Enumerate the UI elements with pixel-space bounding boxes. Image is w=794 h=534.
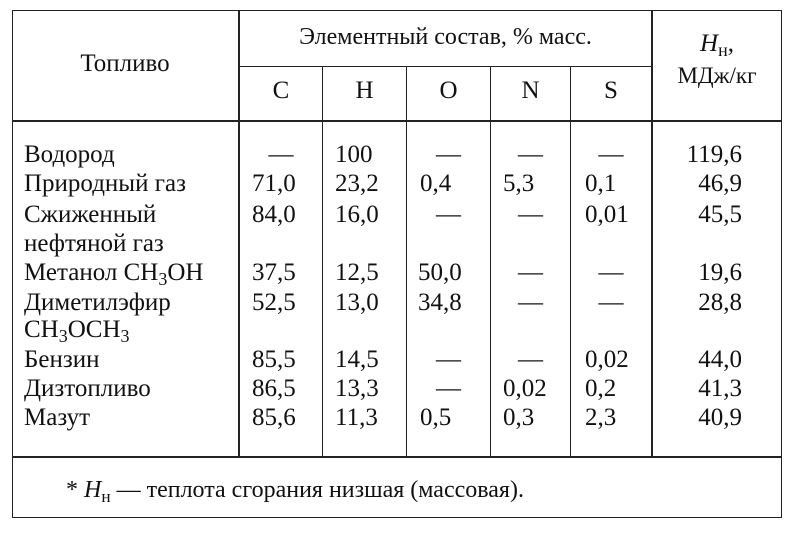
- footnote-symbol: H: [84, 477, 102, 503]
- cell-n: 0,02: [503, 375, 547, 402]
- cell-hn: 119,6: [686, 141, 742, 168]
- cell-hn: 41,3: [698, 375, 742, 402]
- methanol-formula-end: OH: [167, 259, 204, 286]
- cell-c: 85,5: [252, 346, 296, 373]
- cell-c: —: [268, 141, 294, 168]
- cell-hn: 19,6: [698, 259, 742, 286]
- cell-o: 50,0: [418, 259, 462, 286]
- cell-s: 0,2: [585, 375, 617, 402]
- fuel-name-dme-line1: Диметилэфир: [24, 289, 171, 316]
- cell-n: —: [518, 201, 543, 228]
- fuel-name-fuel-oil: Мазут: [24, 404, 91, 431]
- column-divider-c-h: [322, 66, 323, 456]
- dme-formula-subscript2: 3: [120, 326, 130, 347]
- footnote-subscript: н: [101, 486, 111, 506]
- header-bottom-line: [12, 120, 782, 122]
- cell-o: 0,5: [420, 404, 452, 431]
- cell-hn: 46,9: [698, 170, 742, 197]
- hn-comma: ,: [727, 30, 734, 57]
- cell-c: 85,6: [252, 404, 296, 431]
- cell-s: —: [598, 289, 624, 316]
- cell-c: 52,5: [252, 289, 296, 316]
- cell-c: 37,5: [252, 259, 296, 286]
- cell-h: 16,0: [335, 201, 379, 228]
- cell-n: —: [518, 141, 543, 168]
- fuel-name-diesel: Дизтопливо: [24, 375, 151, 402]
- dme-formula-subscript1: 3: [58, 326, 68, 347]
- cell-hn: 28,8: [698, 289, 742, 316]
- hn-subscript: н: [718, 40, 728, 61]
- column-header-h: H: [355, 77, 374, 104]
- header-hn-symbol-line: [652, 30, 782, 61]
- dme-formula-part1: CH: [24, 316, 59, 343]
- column-header-s: S: [604, 77, 618, 104]
- footnote-asterisk: *: [66, 477, 78, 503]
- footnote-divider-line: [12, 456, 782, 458]
- cell-hn: 40,9: [698, 404, 742, 431]
- cell-o: —: [436, 346, 461, 373]
- cell-h: 13,0: [335, 289, 379, 316]
- cell-hn: 44,0: [698, 346, 742, 373]
- footnote-text: — теплота сгорания низшая (массовая).: [116, 477, 524, 503]
- cell-s: 0,02: [585, 346, 629, 373]
- fuel-name-hydrogen: Водород: [24, 141, 115, 168]
- fuel-name-dme-line2: [24, 316, 130, 347]
- cell-n: 5,3: [503, 170, 535, 197]
- fuel-name-methanol: [24, 259, 204, 290]
- cell-n: —: [518, 346, 543, 373]
- column-header-n: N: [521, 77, 540, 104]
- fuel-name-natural-gas: Природный газ: [24, 170, 186, 197]
- header-hn-unit: МДж/кг: [677, 63, 757, 88]
- cell-n: —: [518, 259, 543, 286]
- cell-c: 84,0: [252, 201, 296, 228]
- cell-o: —: [436, 201, 461, 228]
- cell-n: 0,3: [503, 404, 535, 431]
- cell-h: 11,3: [335, 404, 378, 431]
- methanol-formula-subscript: 3: [158, 269, 168, 290]
- header-fuel-label: Топливо: [80, 50, 170, 77]
- fuel-name-gasoline: Бензин: [24, 346, 100, 373]
- cell-h: 100: [335, 141, 373, 168]
- cell-hn: 45,5: [698, 201, 742, 228]
- cell-o: 0,4: [420, 170, 452, 197]
- cell-c: 86,5: [252, 375, 296, 402]
- column-header-c: C: [272, 77, 290, 104]
- cell-s: 2,3: [585, 404, 617, 431]
- cell-h: 23,2: [335, 170, 379, 197]
- hn-symbol: H: [700, 30, 719, 57]
- cell-s: —: [598, 141, 624, 168]
- cell-c: 71,0: [252, 170, 296, 197]
- cell-s: —: [598, 259, 624, 286]
- dme-formula-part2: OCH: [67, 316, 121, 343]
- fuel-name-lpg-line1: Сжиженный: [24, 201, 157, 228]
- cell-o: —: [436, 141, 461, 168]
- cell-s: 0,01: [585, 201, 629, 228]
- cell-o: —: [436, 375, 461, 402]
- cell-h: 12,5: [335, 259, 379, 286]
- cell-s: 0,1: [585, 170, 617, 197]
- footnote: [66, 476, 524, 504]
- cell-n: —: [518, 289, 543, 316]
- header-composition-label: Элементный состав, % масс.: [299, 24, 592, 50]
- cell-h: 14,5: [335, 346, 379, 373]
- fuel-name-lpg-line2: нефтяной газ: [24, 230, 164, 257]
- header-divider-line: [239, 66, 651, 67]
- methanol-formula-part: Метанол CH: [24, 259, 159, 286]
- column-header-o: O: [439, 77, 458, 104]
- cell-h: 13,3: [335, 375, 379, 402]
- cell-o: 34,8: [418, 289, 462, 316]
